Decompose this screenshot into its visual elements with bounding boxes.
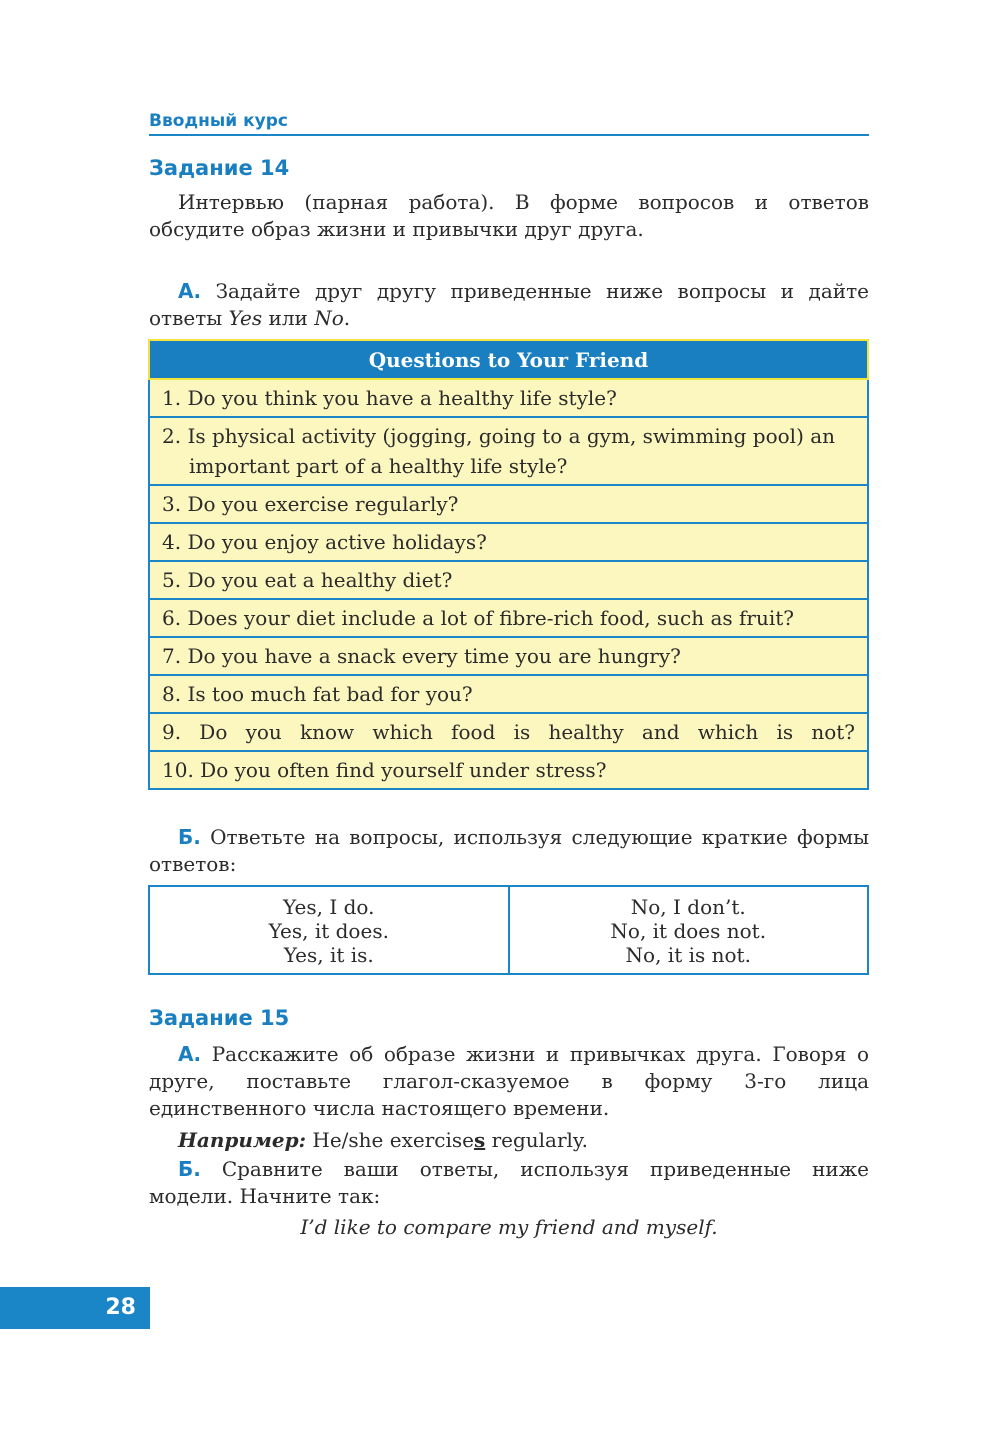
question-text: 3. Do you exercise regularly? — [162, 492, 459, 516]
question-row — [149, 751, 868, 789]
part-a-label: А. — [178, 279, 202, 303]
task-15-part-b — [149, 1156, 869, 1210]
answer-line: Yes, I do. — [283, 895, 375, 919]
task-14-part-a — [149, 278, 869, 332]
example-highlight: s — [473, 1128, 486, 1152]
part-a-no: No — [314, 306, 344, 330]
example-label: Например: — [178, 1128, 307, 1152]
question-text: 2. Is physical activity (jogging, going to a gym, swimming pool) an important part of a healthy life style? — [162, 424, 836, 478]
task-14-intro: Интервью (парная работа). В форме вопросов и ответов обсудите образ жизни и привычки друг друга. — [149, 190, 869, 241]
answer-line: No, I don’t. — [630, 895, 746, 919]
question-text: 1. Do you think you have a healthy life style? — [162, 386, 617, 410]
positive-answers-cell — [149, 886, 509, 974]
question-row — [149, 417, 868, 485]
part-a-label: А. — [178, 1042, 202, 1066]
answer-line: No, it is not. — [625, 943, 751, 967]
task-15-title: Задание 15 — [149, 1006, 290, 1030]
question-row — [149, 675, 868, 713]
page-number: 28 — [105, 1295, 136, 1320]
negative-answers-cell — [509, 886, 869, 974]
question-text: 4. Do you enjoy active holidays? — [162, 530, 487, 554]
question-row — [149, 523, 868, 561]
question-row — [149, 379, 868, 417]
example-text: He/she exercise — [306, 1128, 474, 1152]
question-row — [149, 485, 868, 523]
answer-line: Yes, it is. — [283, 943, 374, 967]
answer-line: No, it does not. — [610, 919, 767, 943]
part-a-end: . — [343, 306, 351, 330]
question-row — [149, 637, 868, 675]
short-answers-table — [148, 885, 869, 975]
part-b-text: Сравните ваши ответы, используя приведенные ниже модели. Начните так: — [149, 1157, 869, 1208]
question-text: 8. Is too much fat bad for you? — [162, 682, 473, 706]
question-row — [149, 713, 868, 751]
question-text: 7. Do you have a snack every time you are hungry? — [162, 644, 681, 668]
task-15-example — [149, 1127, 869, 1154]
task-14-part-b — [149, 824, 869, 878]
page-number-tab — [0, 1287, 150, 1329]
part-b-text: Ответьте на вопросы, используя следующие краткие формы ответов: — [149, 825, 869, 876]
task-14-title: Задание 14 — [149, 156, 290, 180]
section-title: Вводный курс — [149, 111, 288, 131]
question-text: 9. Do you know which food is healthy and which is not? — [162, 720, 855, 744]
starter-sentence: I’d like to compare my friend and myself. — [300, 1215, 718, 1239]
questions-table — [148, 339, 869, 790]
questions-table-title: Questions to Your Friend — [149, 340, 868, 379]
answer-line: Yes, it does. — [268, 919, 389, 943]
part-a-yes: Yes — [228, 306, 263, 330]
part-a-or: или — [262, 306, 315, 330]
part-a-text: Расскажите об образе жизни и привычках друга. Говоря о друге, поставьте глагол-сказуемое в форму 3-го лица единственного числа настоящего времени. — [149, 1042, 869, 1120]
example-text-end: regularly. — [485, 1128, 588, 1152]
part-b-label: Б. — [178, 825, 201, 849]
section-header — [149, 108, 869, 136]
question-row — [149, 561, 868, 599]
part-a-text: Задайте друг другу приведенные ниже вопросы и дайте ответы — [149, 279, 869, 330]
question-text: 10. Do you often find yourself under stress? — [162, 758, 607, 782]
task-15-part-a — [149, 1041, 869, 1122]
question-row — [149, 599, 868, 637]
part-b-label: Б. — [178, 1157, 201, 1181]
question-text: 5. Do you eat a healthy diet? — [162, 568, 453, 592]
question-text: 6. Does your diet include a lot of fibre-rich food, such as fruit? — [162, 606, 795, 630]
